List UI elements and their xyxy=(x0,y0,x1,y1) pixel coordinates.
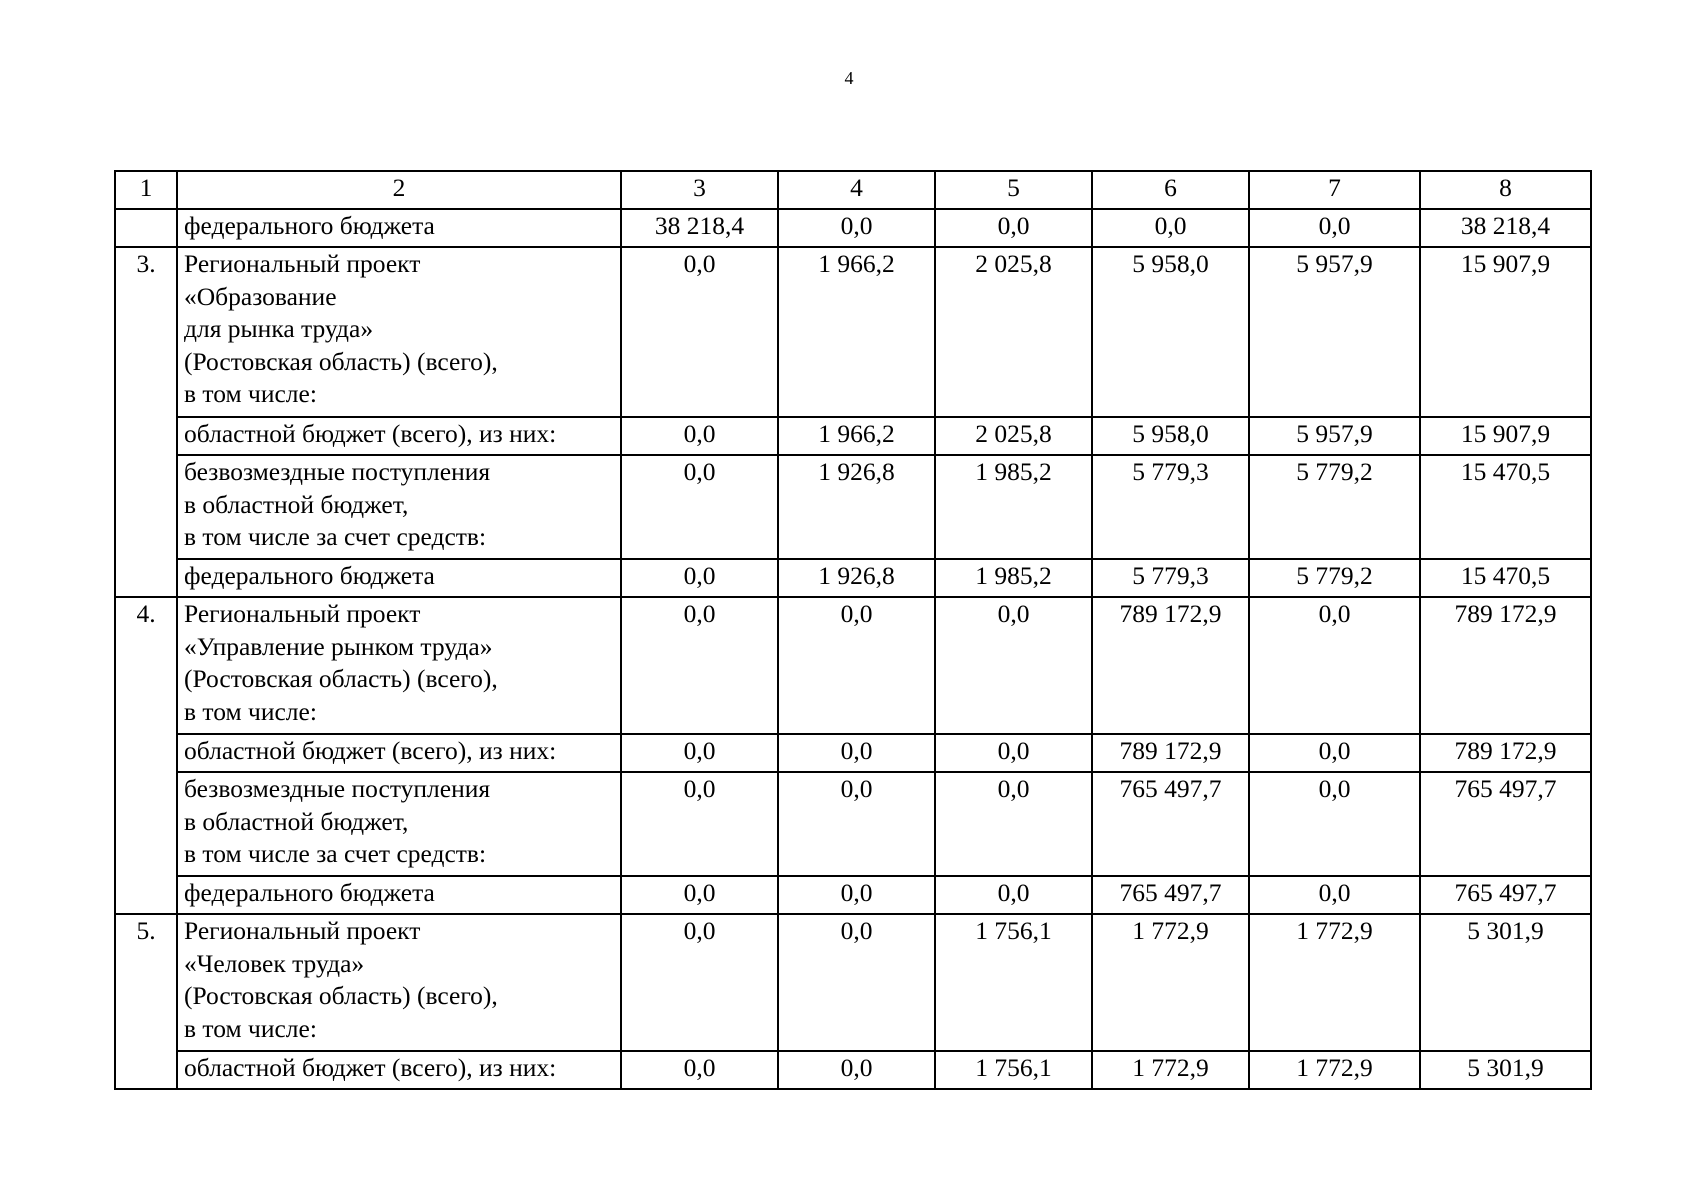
value-cell: 0,0 xyxy=(935,876,1092,914)
value-cell: 765 497,7 xyxy=(1092,876,1249,914)
value-cell: 0,0 xyxy=(621,772,778,876)
value-cell: 0,0 xyxy=(1249,876,1420,914)
value-cell: 0,0 xyxy=(621,247,778,417)
description-line: безвозмездные поступления xyxy=(184,457,491,486)
description-line: (Ростовская область) (всего), xyxy=(184,664,498,693)
value-cell: 0,0 xyxy=(778,772,935,876)
description-line: (Ростовская область) (всего), xyxy=(184,346,498,376)
value-cell: 38 218,4 xyxy=(621,209,778,247)
column-number: 4 xyxy=(778,171,935,209)
value-cell: 5 958,0 xyxy=(1092,417,1249,455)
description-line: Региональный проект xyxy=(184,599,421,628)
value-cell: 15 907,9 xyxy=(1420,417,1591,455)
row-description-cell xyxy=(177,455,621,559)
row-description-cell xyxy=(177,876,621,914)
description-line: в том числе за счет средств: xyxy=(184,522,487,551)
description-line: в областной бюджет, xyxy=(184,806,409,836)
description-line: областной бюджет (всего), из них: xyxy=(184,1053,557,1082)
value-cell: 0,0 xyxy=(1092,209,1249,247)
value-cell: 765 497,7 xyxy=(1092,772,1249,876)
value-cell: 0,0 xyxy=(621,455,778,559)
value-cell: 38 218,4 xyxy=(1420,209,1591,247)
value-cell: 0,0 xyxy=(778,734,935,772)
row-description-cell xyxy=(177,914,621,1051)
value-cell: 1 926,8 xyxy=(778,559,935,597)
value-cell: 2 025,8 xyxy=(935,247,1092,417)
value-cell: 1 926,8 xyxy=(778,455,935,559)
value-cell: 5 301,9 xyxy=(1420,1051,1591,1089)
row-index-cell: 3. xyxy=(115,247,177,597)
value-cell: 1 772,9 xyxy=(1249,1051,1420,1089)
column-number: 6 xyxy=(1092,171,1249,209)
table-row xyxy=(115,417,1591,455)
description-line: в том числе за счет средств: xyxy=(184,839,487,868)
value-cell: 0,0 xyxy=(621,559,778,597)
value-cell: 0,0 xyxy=(1249,772,1420,876)
value-cell: 0,0 xyxy=(935,734,1092,772)
column-number: 7 xyxy=(1249,171,1420,209)
table-row xyxy=(115,209,1591,247)
table-row xyxy=(115,455,1591,559)
value-cell: 0,0 xyxy=(621,734,778,772)
value-cell: 5 957,9 xyxy=(1249,417,1420,455)
value-cell: 0,0 xyxy=(621,1051,778,1089)
value-cell: 0,0 xyxy=(1249,734,1420,772)
value-cell: 0,0 xyxy=(935,209,1092,247)
value-cell: 1 772,9 xyxy=(1092,1051,1249,1089)
description-line: Региональный проект xyxy=(184,249,421,278)
description-line: областной бюджет (всего), из них: xyxy=(184,419,557,448)
value-cell: 765 497,7 xyxy=(1420,772,1591,876)
column-number: 8 xyxy=(1420,171,1591,209)
value-cell: 0,0 xyxy=(935,597,1092,734)
description-line: федерального бюджета xyxy=(184,878,435,907)
description-line: в том числе: xyxy=(184,1013,317,1043)
value-cell: 0,0 xyxy=(1249,597,1420,734)
column-number-row xyxy=(115,171,1591,209)
value-cell: 0,0 xyxy=(621,876,778,914)
row-description-cell xyxy=(177,772,621,876)
value-cell: 2 025,8 xyxy=(935,417,1092,455)
value-cell: 15 470,5 xyxy=(1420,455,1591,559)
value-cell: 15 907,9 xyxy=(1420,247,1591,417)
description-line: для рынка труда» xyxy=(184,314,374,343)
description-line: «Управление рынком труда» xyxy=(184,631,493,661)
description-line: в том числе: xyxy=(184,379,317,408)
table-row xyxy=(115,559,1591,597)
row-description-cell xyxy=(177,247,621,417)
row-index-cell: 4. xyxy=(115,597,177,914)
description-line: в том числе: xyxy=(184,696,317,726)
value-cell: 5 301,9 xyxy=(1420,914,1591,1051)
value-cell: 789 172,9 xyxy=(1092,734,1249,772)
value-cell: 5 958,0 xyxy=(1092,247,1249,417)
row-description-cell xyxy=(177,417,621,455)
table-row xyxy=(115,247,1591,417)
description-line: в областной бюджет, xyxy=(184,489,409,519)
value-cell: 5 779,3 xyxy=(1092,559,1249,597)
value-cell: 1 756,1 xyxy=(935,1051,1092,1089)
description-line: безвозмездные поступления xyxy=(184,774,491,803)
row-description-cell xyxy=(177,1051,621,1089)
column-number: 2 xyxy=(177,171,621,209)
value-cell: 0,0 xyxy=(621,597,778,734)
value-cell: 0,0 xyxy=(778,209,935,247)
row-index-cell: 5. xyxy=(115,914,177,1089)
value-cell: 1 985,2 xyxy=(935,455,1092,559)
table-row xyxy=(115,876,1591,914)
value-cell: 5 779,2 xyxy=(1249,559,1420,597)
column-number: 3 xyxy=(621,171,778,209)
table-row xyxy=(115,734,1591,772)
value-cell: 0,0 xyxy=(778,597,935,734)
description-line: «Человек труда» xyxy=(184,948,365,978)
value-cell: 0,0 xyxy=(778,1051,935,1089)
value-cell: 0,0 xyxy=(778,914,935,1051)
value-cell: 5 957,9 xyxy=(1249,247,1420,417)
value-cell: 15 470,5 xyxy=(1420,559,1591,597)
value-cell: 0,0 xyxy=(621,914,778,1051)
value-cell: 789 172,9 xyxy=(1420,597,1591,734)
row-description-cell xyxy=(177,559,621,597)
value-cell: 765 497,7 xyxy=(1420,876,1591,914)
table-row xyxy=(115,1051,1591,1089)
description-line: областной бюджет (всего), из них: xyxy=(184,736,557,765)
description-line: федерального бюджета xyxy=(184,211,435,240)
value-cell: 0,0 xyxy=(1249,209,1420,247)
value-cell: 1 772,9 xyxy=(1249,914,1420,1051)
value-cell: 1 756,1 xyxy=(935,914,1092,1051)
description-line: (Ростовская область) (всего), xyxy=(184,981,498,1010)
row-description-cell xyxy=(177,597,621,734)
row-description-cell xyxy=(177,734,621,772)
description-line: «Образование xyxy=(184,281,337,311)
value-cell: 1 966,2 xyxy=(778,247,935,417)
value-cell: 1 985,2 xyxy=(935,559,1092,597)
table-row xyxy=(115,597,1591,734)
page-number: 4 xyxy=(844,68,854,88)
value-cell: 5 779,3 xyxy=(1092,455,1249,559)
row-index-cell xyxy=(115,209,177,247)
table-body xyxy=(115,209,1591,1089)
value-cell: 789 172,9 xyxy=(1092,597,1249,734)
budget-table xyxy=(114,170,1592,1090)
value-cell: 0,0 xyxy=(621,417,778,455)
column-number: 1 xyxy=(115,171,177,209)
table-row xyxy=(115,914,1591,1051)
description-line: федерального бюджета xyxy=(184,561,435,590)
column-number: 5 xyxy=(935,171,1092,209)
value-cell: 1 966,2 xyxy=(778,417,935,455)
table-row xyxy=(115,772,1591,876)
description-line: Региональный проект xyxy=(184,916,421,945)
value-cell: 5 779,2 xyxy=(1249,455,1420,559)
value-cell: 789 172,9 xyxy=(1420,734,1591,772)
value-cell: 0,0 xyxy=(778,876,935,914)
row-description-cell xyxy=(177,209,621,247)
value-cell: 1 772,9 xyxy=(1092,914,1249,1051)
value-cell: 0,0 xyxy=(935,772,1092,876)
